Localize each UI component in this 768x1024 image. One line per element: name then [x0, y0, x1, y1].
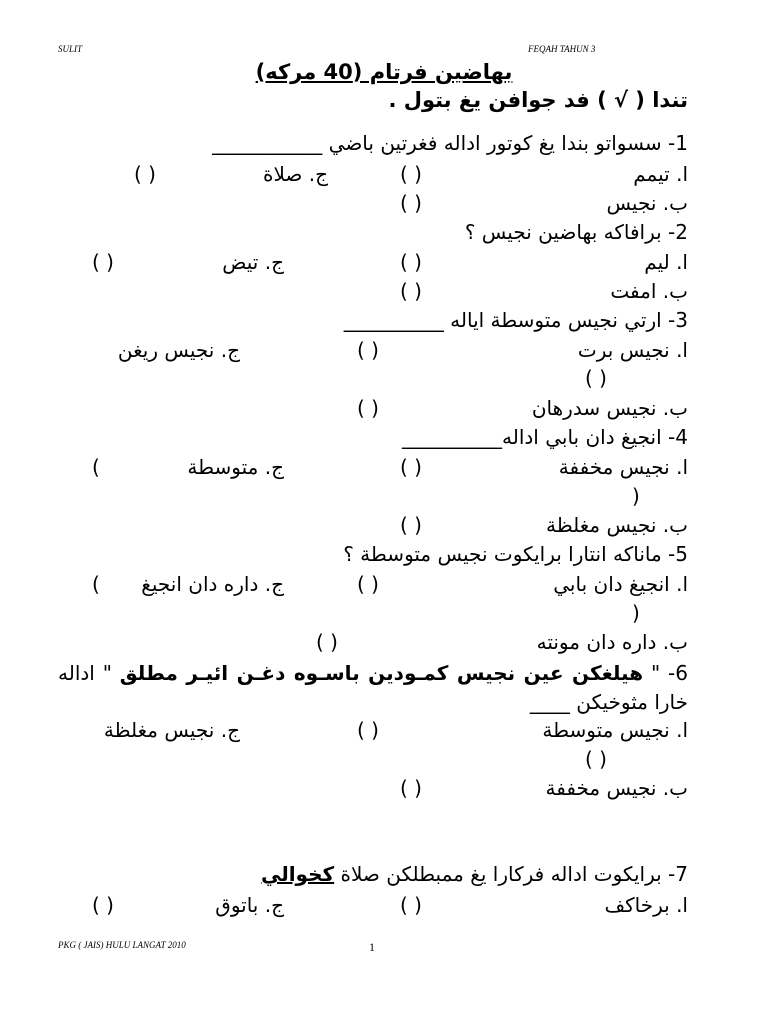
question-6 [58, 659, 688, 717]
question-1: 1- سسواتو بندا يغ كوتور اداله فغرتين باضي ___________ [212, 131, 688, 155]
q7-option-a-box[interactable]: ( ) [400, 893, 422, 917]
q2-option-b: ب. امفت [610, 279, 688, 303]
question-7-emphasis: كخوالي [260, 862, 335, 886]
q5-option-b: ب. داره دان مونته [536, 630, 688, 654]
question-5: 5- ماناكه انتارا برايكوت نجيس متوسطة ؟ [343, 542, 688, 566]
q3-option-a-box[interactable]: ( ) [357, 338, 379, 362]
q6-option-c-box[interactable]: ( ) [585, 747, 607, 771]
q2-option-c: ج. تيض [222, 250, 284, 274]
q7-option-c: ج. باتوق [215, 893, 284, 917]
q4-option-b-box[interactable]: ( ) [400, 513, 422, 537]
q3-option-b-box[interactable]: ( ) [357, 396, 379, 420]
q4-option-c-box-open[interactable]: ( [92, 455, 100, 479]
q2-option-c-box[interactable]: ( ) [92, 250, 114, 274]
q5-option-b-box[interactable]: ( ) [316, 630, 338, 654]
q3-option-c-box[interactable]: ( ) [585, 366, 607, 390]
q5-option-a-box[interactable]: ( ) [357, 572, 379, 596]
q5-option-a: ا. انجيغ دان بابي [553, 572, 688, 596]
q1-option-a-box[interactable]: ( ) [400, 162, 422, 186]
q1-option-c-box[interactable]: ( ) [134, 162, 156, 186]
header-right: FEQAH TAHUN 3 [528, 44, 596, 54]
q6-option-b-box[interactable]: ( ) [400, 776, 422, 800]
question-2: 2- برافاكه بهاضين نجيس ؟ [464, 220, 688, 244]
q6-option-a: ا. نجيس متوسطة [542, 718, 688, 742]
question-6-suffix: " اداله خارا مثوخيكن ____ [58, 661, 688, 714]
q2-option-b-box[interactable]: ( ) [400, 279, 422, 303]
q4-option-b: ب. نجيس مغلظة [545, 513, 688, 537]
question-6-prefix: 6- " [650, 661, 688, 685]
q7-option-c-box[interactable]: ( ) [92, 893, 114, 917]
q6-option-b: ب. نجيس مخففة [545, 776, 688, 800]
question-7-text: 7- برايكوت اداله فركارا يغ ممبطلكن صلاة [340, 862, 688, 886]
q7-option-a: ا. برخاكف [604, 893, 688, 917]
q1-option-b: ب. نجيس [606, 191, 688, 215]
q4-option-a: ا. نجيس مخففة [558, 455, 688, 479]
q4-option-a-box[interactable]: ( ) [400, 455, 422, 479]
page-title: بهاضين فرتام (40 مركه) [255, 60, 513, 84]
q3-option-c: ج. نجيس ريغن [117, 338, 240, 362]
footer: PKG ( JAIS) HULU LANGAT 2010 [58, 940, 186, 950]
question-6-bold: هيلغكن عين نجيس كمـودين باسـوه دغـن ائيـر مطلق [119, 661, 644, 685]
question-7 [261, 862, 688, 886]
question-4: 4- انجيغ دان بابي اداله__________ [402, 425, 688, 449]
q5-option-c-box-close[interactable]: ) [632, 601, 640, 625]
header-left: SULIT [58, 44, 83, 54]
q5-option-c: ج. داره دان انجيغ [141, 572, 284, 596]
page-number: 1 [369, 940, 375, 954]
question-3: 3- ارتي نجيس متوسطة اياله __________ [343, 308, 688, 332]
q2-option-a: ا. ليم [644, 250, 688, 274]
q1-option-a: ا. تيمم [633, 162, 688, 186]
q3-option-a: ا. نجيس برت [577, 338, 688, 362]
q3-option-b: ب. نجيس سدرهان [531, 396, 688, 420]
instruction: تندا ( √ ) فد جوافن يغ بتول . [388, 88, 688, 112]
q1-option-c: ج. صلاة [262, 162, 328, 186]
q5-option-c-box-open[interactable]: ( [92, 572, 100, 596]
q6-option-a-box[interactable]: ( ) [357, 718, 379, 742]
q6-option-c: ج. نجيس مغلظة [103, 718, 240, 742]
q2-option-a-box[interactable]: ( ) [400, 250, 422, 274]
q4-option-c-box-close[interactable]: ) [632, 484, 640, 508]
q1-option-b-box[interactable]: ( ) [400, 191, 422, 215]
q4-option-c: ج. متوسطة [187, 455, 284, 479]
